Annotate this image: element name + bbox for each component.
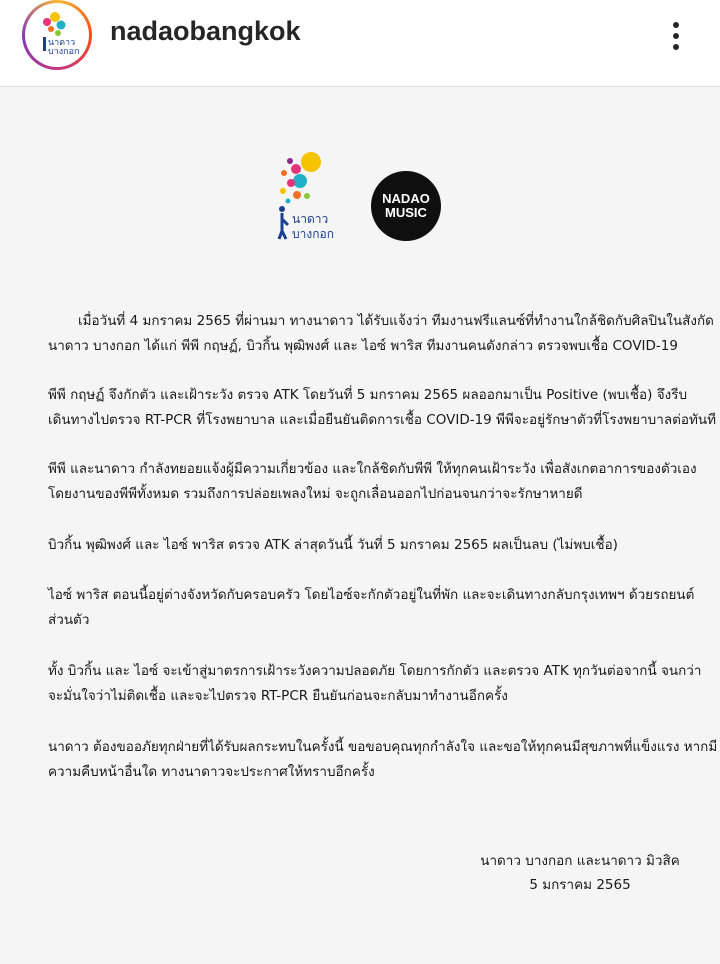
paragraph-3: พีพี และนาดาว กำลังทยอยแจ้งผู้มีความเกี่ยวข้อง และใกล้ชิดกับพีพี ให้ทุกคนเฝ้าระวัง เพื่อสังเกตอาการของตัวเอง โดยงานของพีพีทั้งหมด รวมถึงการปล่อยเพลงใหม่ จะถูกเลื่อนออกไปก่อนจนกว่าจะรักษาหายดี bbox=[48, 461, 697, 502]
post-image bbox=[0, 87, 720, 964]
nadao-bangkok-logo bbox=[270, 147, 350, 247]
username[interactable]: nadaobangkok bbox=[110, 16, 301, 46]
paragraph-1: เมื่อวันที่ 4 มกราคม 2565 ที่ผ่านมา ทางนาดาว ได้รับแจ้งว่า ทีมงานฟรีแลนซ์ที่ทำงานใกล้ชิดกับศิลปินในสังกัด นาดาว บางกอก ได้แก่ พีพี กฤษฏ์, บิวกิ้น พุฒิพงศ์ และ ไอซ์ พาริส ทีมงานคนดังกล่าว ตรวจพบเชื้อ COVID-19 bbox=[48, 313, 714, 354]
svg-text:นาดาว: นาดาว bbox=[48, 38, 76, 48]
nadao-bangkok-logo-icon bbox=[25, 3, 89, 67]
paragraph-5: ไอซ์ พาริส ตอนนี้อยู่ต่างจังหวัดกับครอบครัว โดยไอซ์จะกักตัวอยู่ในที่พัก และจะเดินทางกลับกรุงเทพฯ ด้วยรถยนต์ ส่วนตัว bbox=[48, 587, 695, 628]
svg-text:บางกอก: บางกอก bbox=[48, 47, 80, 57]
avatar[interactable] bbox=[22, 0, 92, 70]
more-options-icon[interactable] bbox=[660, 16, 692, 56]
paragraph-2: พีพี กฤษฏ์ จึงกักตัว และเฝ้าระวัง ตรวจ ATK โดยวันที่ 5 มกราคม 2565 ผลออกมาเป็น Positive (พบเชื้อ) จึงรีบ เดินทางไปตรวจ RT-PCR ที่โรงพยาบาล และเมื่อยืนยันติดการเชื้อ COVID-19 พีพีจะอยู่รักษาตัวที่โรงพยาบาลต่อทันที bbox=[48, 387, 716, 428]
paragraph-4: บิวกิ้น พุฒิพงศ์ และ ไอซ์ พาริส ตรวจ ATK ล่าสุดวันนี้ วันที่ 5 มกราคม 2565 ผลเป็นลบ (ไม่พบเชื้อ) bbox=[48, 537, 618, 553]
svg-text:บางกอก: บางกอก bbox=[292, 227, 334, 241]
paragraph-7: นาดาว ต้องขออภัยทุกฝ่ายที่ได้รับผลกระทบในครั้งนี้ ขอขอบคุณทุกกำลังใจ และขอให้ทุกคนมีสุขภาพที่แข็งแรง หากมี ความคืบหน้าอื่นใด ทางนาดาวจะประกาศให้ทราบอีกครั้ง bbox=[48, 739, 718, 780]
letter-date: 5 มกราคม 2565 bbox=[529, 877, 631, 893]
signature: นาดาว บางกอก และนาดาว มิวสิค bbox=[480, 853, 680, 869]
logo-left-text: นาดาว bbox=[292, 212, 329, 226]
post-header bbox=[0, 0, 720, 87]
paragraph-6: ทั้ง บิวกิ้น และ ไอซ์ จะเข้าสู่มาตรการเฝ้าระวังความปลอดภัย โดยการกักตัว และตรวจ ATK ทุกวันต่อจากนี้ จนกว่า จะมั่นใจว่าไม่ติดเชื้อ และจะไปตรวจ RT-PCR ยืนยันก่อนจะกลับมาทำงานอีกครั้ง bbox=[48, 663, 702, 704]
nadao-music-logo: NADAO MUSIC bbox=[371, 171, 441, 241]
